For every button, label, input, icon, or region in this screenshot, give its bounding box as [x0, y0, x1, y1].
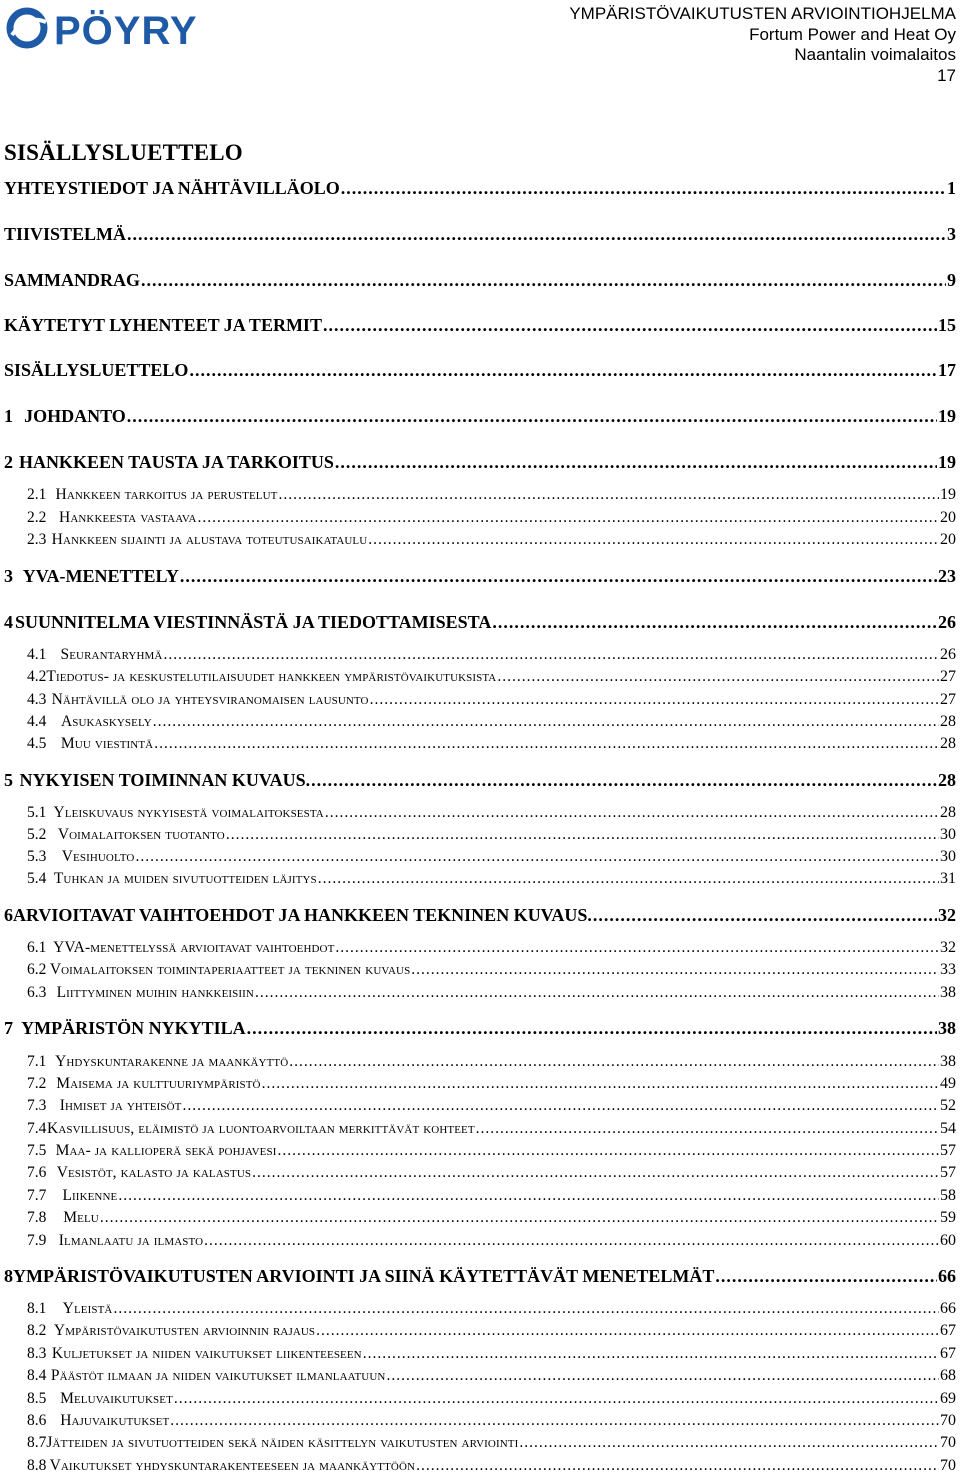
toc-entry-page: 28: [940, 713, 956, 730]
toc-entry[interactable]: [4, 1266, 956, 1287]
toc-entry[interactable]: [27, 848, 956, 866]
toc-leader-dots: [335, 452, 937, 473]
toc-leader-dots: [316, 1322, 939, 1340]
toc-leader-dots: [226, 826, 939, 844]
toc-leader-dots: [476, 1120, 939, 1138]
toc-entry-label: SAMMANDRAG: [4, 270, 140, 290]
toc-entry[interactable]: [4, 770, 956, 791]
toc-entry-label: Liittyminen muihin hankkeisiin: [56, 984, 254, 1001]
toc-entry-page: 19: [938, 406, 956, 426]
toc-entry[interactable]: [4, 360, 956, 381]
toc-entry-number: 2.2: [27, 509, 47, 526]
toc-title: SISÄLLYSLUETTELO: [4, 140, 243, 165]
toc-entry[interactable]: [27, 1187, 956, 1205]
toc-leader-dots: [411, 961, 939, 979]
toc-entry-page: 67: [940, 1322, 956, 1339]
toc-entry-label: Nähtävillä olo ja yhteysviranomaisen lausunto: [51, 691, 369, 708]
toc-entry-number: 6.3: [27, 984, 47, 1001]
toc-leader-dots: [154, 735, 939, 753]
toc-leader-dots: [113, 1300, 939, 1318]
toc-entry[interactable]: [27, 735, 956, 753]
toc-entry[interactable]: [27, 1097, 956, 1115]
toc-entry-label: Liikenne: [62, 1187, 118, 1204]
toc-entry-page: 54: [940, 1120, 956, 1137]
toc-leader-dots: [368, 531, 939, 549]
toc-entry-label: Yleistä: [62, 1300, 113, 1317]
toc-entry-label: Asukaskysely: [60, 713, 152, 730]
toc-leader-dots: [247, 1018, 937, 1039]
toc-leader-dots: [323, 315, 937, 336]
toc-leader-dots: [593, 905, 937, 926]
toc-entry-number: 7.6: [27, 1164, 47, 1181]
logo-wordmark: PÖYRY: [54, 9, 198, 52]
toc-entry-label: Vesistöt, kalasto ja kalastus: [56, 1164, 252, 1181]
toc-entry-number: 7.3: [27, 1097, 47, 1114]
toc-entry-page: 38: [940, 984, 956, 1001]
toc-entry[interactable]: [4, 270, 956, 291]
toc-entry-number: 1: [4, 406, 13, 426]
toc-entry-number: 5.4: [27, 870, 47, 887]
toc-leader-dots: [497, 668, 939, 686]
toc-leader-dots: [252, 1164, 939, 1182]
header-page-number: 17: [937, 65, 956, 85]
toc-entry[interactable]: [4, 406, 956, 427]
toc-entry[interactable]: [27, 1322, 956, 1340]
toc-entry-number: 8.1: [27, 1300, 47, 1317]
toc-entry-page: 23: [938, 566, 956, 586]
toc-entry-page: 19: [940, 486, 956, 503]
toc-entry-label: Seurantaryhmä: [60, 646, 163, 663]
toc-entry-page: 57: [940, 1142, 956, 1159]
toc-leader-dots: [182, 1097, 939, 1115]
header-company: Fortum Power and Heat Oy: [749, 24, 956, 44]
toc-entry-label: Ilmanlaatu ja ilmasto: [58, 1232, 204, 1249]
toc-entry-label: KÄYTETYT LYHENTEET JA TERMIT: [4, 315, 322, 335]
toc-entry-page: 52: [940, 1097, 956, 1114]
toc-entry-number: 2.1: [27, 486, 47, 503]
toc-entry-label: ARVIOITAVAT VAIHTOEHDOT JA HANKKEEN TEKNINEN KUVAUS.: [13, 905, 592, 925]
toc-leader-dots: [363, 1345, 939, 1363]
toc-entry[interactable]: [4, 315, 956, 336]
toc-entry-number: 8: [4, 1266, 13, 1286]
toc-entry-number: 7.1: [27, 1053, 47, 1070]
toc-entry[interactable]: [27, 713, 956, 731]
toc-entry-label: Yhdyskuntarakenne ja maankäyttö: [55, 1053, 289, 1070]
toc-leader-dots: [289, 1053, 939, 1071]
toc-entry-number: 5.1: [27, 804, 47, 821]
toc-entry-page: 20: [940, 509, 956, 526]
toc-entry-label: YMPÄRISTÖN NYKYTILA: [21, 1018, 246, 1038]
toc-leader-dots: [492, 612, 937, 633]
toc-entry-label: Yleiskuvaus nykyisestä voimalaitoksesta: [53, 804, 324, 821]
toc-entry[interactable]: [4, 566, 956, 587]
toc-entry[interactable]: [27, 804, 956, 822]
toc-leader-dots: [127, 406, 937, 427]
toc-leader-dots: [153, 713, 939, 731]
toc-entry-number: 5: [4, 770, 13, 790]
toc-entry[interactable]: [27, 1390, 956, 1408]
toc-entry-page: 60: [940, 1232, 956, 1249]
toc-leader-dots: [135, 848, 939, 866]
toc-entry-number: 4.1: [27, 646, 47, 663]
document-header: [569, 4, 956, 86]
toc-entry-label: SISÄLLYSLUETTELO: [4, 360, 189, 380]
toc-entry-number: 6.2: [27, 961, 47, 978]
toc-entry[interactable]: [27, 691, 956, 709]
toc-entry-label: Meluvaikutukset: [60, 1390, 173, 1407]
toc-entry-number: 8.6: [27, 1412, 47, 1429]
toc-entry[interactable]: [27, 1120, 956, 1138]
toc-entry-page: 28: [940, 804, 956, 821]
toc-entry-number: 8.2: [27, 1322, 47, 1339]
toc-entry-number: 6: [4, 905, 13, 925]
toc-entry[interactable]: [27, 646, 956, 664]
toc-entry-number: 5.2: [27, 826, 47, 843]
toc-leader-dots: [141, 270, 946, 291]
toc-entry-page: 27: [940, 668, 956, 685]
toc-entry-label: Maisema ja kulttuuriympäristö: [56, 1075, 261, 1092]
toc-entry[interactable]: [27, 1075, 956, 1093]
toc-entry[interactable]: [27, 961, 956, 979]
toc-entry-number: 7.8: [27, 1209, 47, 1226]
toc-entry[interactable]: [27, 939, 956, 957]
toc-entry-page: 66: [938, 1266, 956, 1286]
toc-entry-label: Ihmiset ja yhteisöt: [59, 1097, 182, 1114]
toc-entry-number: 8.5: [27, 1390, 47, 1407]
toc-entry-number: 8.3: [27, 1345, 47, 1362]
toc-leader-dots: [318, 870, 939, 888]
toc-leader-dots: [386, 1367, 939, 1385]
toc-leader-dots: [370, 691, 939, 709]
toc-entry-page: 28: [938, 770, 956, 790]
toc-entry-number: 8.8: [27, 1457, 47, 1474]
toc-entry-page: 26: [938, 612, 956, 632]
toc-entry[interactable]: [27, 1053, 956, 1071]
header-plant: Naantalin voimalaitos: [794, 45, 956, 64]
toc-entry-number: 8.4: [27, 1367, 47, 1384]
toc-leader-dots: [198, 509, 940, 527]
poyry-logo: [4, 4, 260, 52]
toc-entry-number: 8.7: [27, 1434, 47, 1451]
toc-entry-page: 70: [940, 1434, 956, 1451]
toc-entry-page: 28: [940, 735, 956, 752]
toc-entry-page: 32: [938, 905, 956, 925]
toc-entry-label: Kuljetukset ja niiden vaikutukset liikenteeseen: [51, 1345, 362, 1362]
toc-entry-number: 4.4: [27, 713, 47, 730]
toc-entry-label: YHTEYSTIEDOT JA NÄHTÄVILLÄOLO: [4, 178, 340, 198]
toc-entry[interactable]: [27, 1457, 956, 1475]
toc-entry-page: 1: [947, 178, 956, 198]
toc-entry[interactable]: [27, 486, 956, 504]
toc-leader-dots: [325, 804, 939, 822]
toc-leader-dots: [127, 224, 946, 245]
logo-ring-icon: [10, 11, 44, 45]
toc-entry-number: 2.3: [27, 531, 47, 548]
toc-entry[interactable]: [27, 1345, 956, 1363]
toc-entry-label: Ympäristövaikutusten arvioinnin rajaus: [53, 1322, 316, 1339]
toc-entry[interactable]: [27, 1367, 956, 1385]
toc-entry-number: 4: [4, 612, 13, 632]
toc-leader-dots: [118, 1187, 939, 1205]
toc-entry-page: 30: [940, 826, 956, 843]
toc-leader-dots: [278, 486, 939, 504]
toc-entry-page: 32: [940, 939, 956, 956]
toc-entry-number: 7.5: [27, 1142, 47, 1159]
toc-entry-number: 6.1: [27, 939, 47, 956]
toc-entry-page: 17: [938, 360, 956, 380]
toc-entry-number: 5.3: [27, 848, 47, 865]
toc-entry[interactable]: [4, 612, 956, 633]
toc-entry[interactable]: [27, 1142, 956, 1160]
toc-leader-dots: [262, 1075, 939, 1093]
toc-entry-label: Hajuvaikutukset: [60, 1412, 170, 1429]
toc-entry-page: 38: [940, 1053, 956, 1070]
toc-entry[interactable]: [27, 984, 956, 1002]
toc-entry-number: 4.5: [27, 735, 47, 752]
toc-entry-label: JOHDANTO: [24, 406, 126, 426]
toc-entry[interactable]: [27, 668, 956, 686]
toc-entry[interactable]: [4, 452, 956, 473]
toc-entry-page: 68: [940, 1367, 956, 1384]
toc-leader-dots: [519, 1434, 939, 1452]
toc-entry[interactable]: [27, 531, 956, 549]
toc-leader-dots: [341, 178, 946, 199]
toc-entry[interactable]: [4, 1018, 956, 1039]
toc-entry-label: SUUNNITELMA VIESTINNÄSTÄ JA TIEDOTTAMISESTA: [15, 612, 492, 632]
toc-entry-page: 9: [947, 270, 956, 290]
toc-leader-dots: [277, 1142, 939, 1160]
toc-leader-dots: [715, 1266, 937, 1287]
toc-entry-label: Maa- ja kallioperä sekä pohjavesi: [55, 1142, 277, 1159]
toc-entry-label: Voimalaitoksen tuotanto: [57, 826, 225, 843]
toc-leader-dots: [174, 1390, 939, 1408]
toc-entry-number: 7.4: [27, 1120, 47, 1137]
toc-entry-page: 58: [940, 1187, 956, 1204]
toc-leader-dots: [163, 646, 939, 664]
toc-entry[interactable]: [27, 1232, 956, 1250]
toc-entry[interactable]: [4, 178, 956, 199]
toc-leader-dots: [100, 1209, 939, 1227]
toc-entry-page: 3: [947, 224, 956, 244]
toc-entry-label: YVA-menettelyssä arvioitavat vaihtoehdot: [53, 939, 335, 956]
toc-leader-dots: [335, 939, 939, 957]
toc-entry-page: 66: [940, 1300, 956, 1317]
toc-entry-number: 7.2: [27, 1075, 47, 1092]
toc-entry-page: 26: [940, 646, 956, 663]
toc-entry-label: YVA-MENETTELY: [22, 566, 179, 586]
toc-entry-page: 27: [940, 691, 956, 708]
toc-entry[interactable]: [27, 1434, 956, 1452]
toc-entry-label: Hankkeen sijainti ja alustava toteutusaikataulu: [51, 531, 368, 548]
toc-entry[interactable]: [27, 1412, 956, 1430]
toc-entry-number: 4.2: [27, 668, 47, 685]
toc-entry-label: Muu viestintä: [60, 735, 154, 752]
toc-entry-page: 33: [940, 961, 956, 978]
toc-entry-page: 67: [940, 1345, 956, 1362]
toc-entry-page: 20: [940, 531, 956, 548]
toc-entry-label: NYKYISEN TOIMINNAN KUVAUS.: [19, 770, 311, 790]
toc-entry-label: Tuhkan ja muiden sivutuotteiden läjitys: [53, 870, 317, 887]
toc-entry-label: Hankkeen tarkoitus ja perustelut: [55, 486, 278, 503]
toc-entry-page: 30: [940, 848, 956, 865]
toc-entry[interactable]: [27, 870, 956, 888]
toc-leader-dots: [170, 1412, 939, 1430]
toc-entry-label: Hankkeesta vastaava: [59, 509, 197, 526]
toc-entry[interactable]: [27, 1209, 956, 1227]
toc-entry-label: Melu: [63, 1209, 99, 1226]
toc-entry-label: Tiedotus- ja keskustelutilaisuudet hankkeen ympäristövaikutuksista: [46, 668, 497, 685]
toc-entry-label: Vaikutukset yhdyskuntarakenteeseen ja maankäyttöön: [49, 1457, 416, 1474]
toc-entry-page: 70: [940, 1457, 956, 1474]
toc-entry[interactable]: [27, 826, 956, 844]
toc-entry-page: 38: [938, 1018, 956, 1038]
toc-entry-page: 70: [940, 1412, 956, 1429]
toc-leader-dots: [255, 984, 939, 1002]
toc-entry-label: HANKKEEN TAUSTA JA TARKOITUS: [18, 452, 334, 472]
toc-entry-label: Kasvillisuus, eläimistö ja luontoarvoiltaan merkittävät kohteet: [47, 1120, 475, 1137]
toc-entry[interactable]: [27, 1300, 956, 1318]
toc-entry[interactable]: [4, 905, 956, 926]
toc-entry-page: 19: [938, 452, 956, 472]
toc-entry-label: Vesihuolto: [61, 848, 135, 865]
header-doc-title: YMPÄRISTÖVAIKUTUSTEN ARVIOINTIOHJELMA: [569, 4, 956, 23]
toc-entry-number: 7.9: [27, 1232, 47, 1249]
toc-leader-dots: [204, 1232, 939, 1250]
toc-entry-page: 59: [940, 1209, 956, 1226]
toc-entry-page: 31: [940, 870, 956, 887]
toc-leader-dots: [189, 360, 937, 381]
toc-entry-number: 7.7: [27, 1187, 47, 1204]
toc-entry[interactable]: [27, 1164, 956, 1182]
toc-entry-label: Voimalaitoksen toimintaperiaatteet ja tekninen kuvaus: [49, 961, 411, 978]
toc-entry-number: 2: [4, 452, 13, 472]
toc-entry[interactable]: [27, 509, 956, 527]
toc-entry-number: 7: [4, 1018, 13, 1038]
toc-leader-dots: [311, 770, 937, 791]
toc-entry-page: 15: [938, 315, 956, 335]
toc-entry-label: YMPÄRISTÖVAIKUTUSTEN ARVIOINTI JA SIINÄ KÄYTETTÄVÄT MENETELMÄT: [13, 1266, 715, 1286]
toc-entry[interactable]: [4, 224, 956, 245]
toc-entry-number: 3: [4, 566, 13, 586]
toc-entry-page: 49: [940, 1075, 956, 1092]
toc-entry-label: Jätteiden ja sivutuotteiden sekä näiden käsittelyn vaikutusten arviointi: [46, 1434, 519, 1451]
toc-entry-number: 4.3: [27, 691, 47, 708]
toc-leader-dots: [180, 566, 937, 587]
toc-entry-page: 57: [940, 1164, 956, 1181]
toc-entry-page: 69: [940, 1390, 956, 1407]
toc-leader-dots: [416, 1457, 939, 1475]
toc-entry-label: Päästöt ilmaan ja niiden vaikutukset ilmanlaatuun: [50, 1367, 386, 1384]
toc-entry-label: TIIVISTELMÄ: [4, 224, 127, 244]
